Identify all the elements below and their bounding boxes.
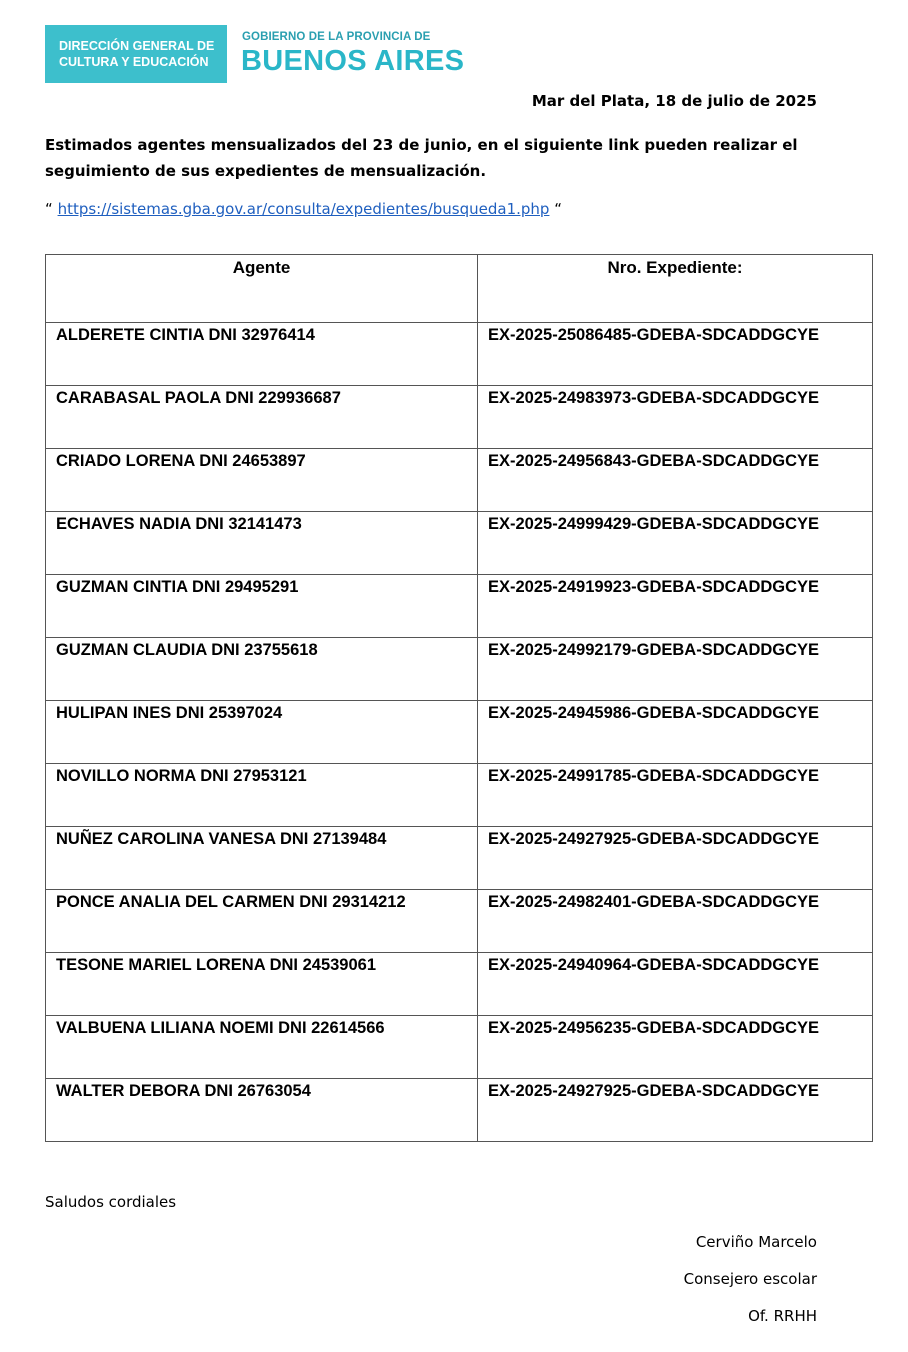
expediente-cell: EX-2025-24982401-GDEBA-SDCADDGCYE (478, 890, 873, 953)
signature-role: Consejero escolar (683, 1270, 817, 1288)
table-row (46, 1079, 873, 1142)
table-row (46, 890, 873, 953)
table-row (46, 1016, 873, 1079)
expediente-cell: EX-2025-24927925-GDEBA-SDCADDGCYE (478, 1079, 873, 1142)
agent-cell: CARABASAL PAOLA DNI 229936687 (46, 386, 478, 449)
agent-cell: GUZMAN CLAUDIA DNI 23755618 (46, 638, 478, 701)
agent-cell: ECHAVES NADIA DNI 32141473 (46, 512, 478, 575)
expedientes-link[interactable]: https://sistemas.gba.gov.ar/consulta/expedientes/busqueda1.php (57, 200, 550, 218)
dgcye-logo (45, 25, 227, 83)
gov-logo-line-2: BUENOS AIRES (241, 45, 465, 77)
link-line (45, 200, 562, 218)
table-row (46, 512, 873, 575)
close-quote: “ (554, 200, 562, 218)
intro-paragraph: Estimados agentes mensualizados del 23 de junio, en el siguiente link pueden realizar el seguimiento de sus expedientes de mensualización. (45, 136, 798, 180)
expediente-cell: EX-2025-24940964-GDEBA-SDCADDGCYE (478, 953, 873, 1016)
expediente-cell: EX-2025-24983973-GDEBA-SDCADDGCYE (478, 386, 873, 449)
agent-cell: VALBUENA LILIANA NOEMI DNI 22614566 (46, 1016, 478, 1079)
table-row (46, 701, 873, 764)
table-row (46, 764, 873, 827)
expediente-cell: EX-2025-24992179-GDEBA-SDCADDGCYE (478, 638, 873, 701)
agent-cell: HULIPAN INES DNI 25397024 (46, 701, 478, 764)
table-header-row (46, 255, 873, 323)
logo-line-1: DIRECCIÓN GENERAL DE (59, 39, 215, 53)
agent-cell: ALDERETE CINTIA DNI 32976414 (46, 323, 478, 386)
expediente-cell: EX-2025-24919923-GDEBA-SDCADDGCYE (478, 575, 873, 638)
table-row (46, 386, 873, 449)
agent-cell: GUZMAN CINTIA DNI 29495291 (46, 575, 478, 638)
signature-name: Cerviño Marcelo (695, 1233, 817, 1251)
table-row (46, 827, 873, 890)
agent-cell: TESONE MARIEL LORENA DNI 24539061 (46, 953, 478, 1016)
agent-cell: NOVILLO NORMA DNI 27953121 (46, 764, 478, 827)
closing-text: Saludos cordiales (45, 1193, 177, 1211)
table-row (46, 953, 873, 1016)
expediente-cell: EX-2025-24991785-GDEBA-SDCADDGCYE (478, 764, 873, 827)
expediente-cell: EX-2025-24999429-GDEBA-SDCADDGCYE (478, 512, 873, 575)
expediente-cell: EX-2025-24956235-GDEBA-SDCADDGCYE (478, 1016, 873, 1079)
table-row (46, 575, 873, 638)
header-agente: Agente (46, 255, 478, 323)
open-quote: “ (45, 200, 53, 218)
expedientes-table (45, 254, 873, 1142)
agent-cell: NUÑEZ CAROLINA VANESA DNI 27139484 (46, 827, 478, 890)
expediente-cell: EX-2025-24956843-GDEBA-SDCADDGCYE (478, 449, 873, 512)
document-date: Mar del Plata, 18 de julio de 2025 (531, 92, 817, 110)
header-expediente: Nro. Expediente: (478, 255, 873, 323)
logo-line-2: CULTURA Y EDUCACIÓN (59, 55, 209, 69)
expediente-cell: EX-2025-25086485-GDEBA-SDCADDGCYE (478, 323, 873, 386)
table-row (46, 323, 873, 386)
expediente-cell: EX-2025-24927925-GDEBA-SDCADDGCYE (478, 827, 873, 890)
table-row (46, 449, 873, 512)
gov-logo-line-1: GOBIERNO DE LA PROVINCIA DE (242, 31, 431, 43)
expediente-cell: EX-2025-24945986-GDEBA-SDCADDGCYE (478, 701, 873, 764)
agent-cell: WALTER DEBORA DNI 26763054 (46, 1079, 478, 1142)
agent-cell: CRIADO LORENA DNI 24653897 (46, 449, 478, 512)
agent-cell: PONCE ANALIA DEL CARMEN DNI 29314212 (46, 890, 478, 953)
signature-office: Of. RRHH (748, 1307, 817, 1325)
table-row (46, 638, 873, 701)
